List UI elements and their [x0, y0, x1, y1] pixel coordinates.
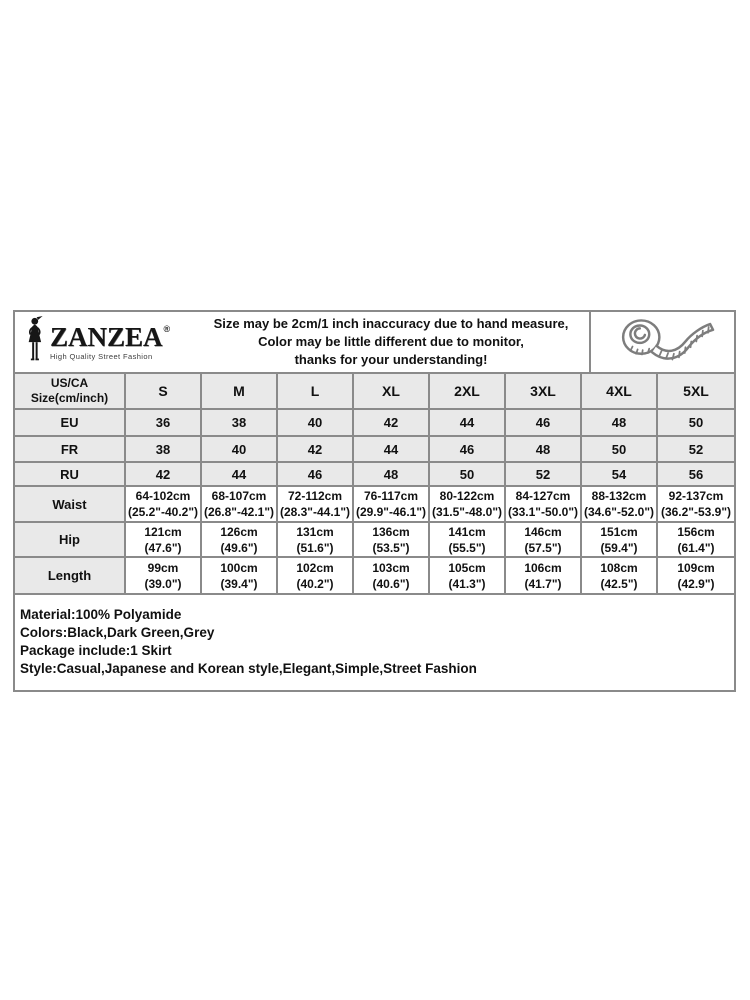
- fr-value: 40: [202, 437, 278, 463]
- ru-value: 42: [126, 463, 202, 487]
- waist-value: [202, 487, 278, 523]
- value-cm: 92-137cm: [668, 489, 724, 503]
- eu-value: 42: [354, 410, 430, 437]
- note-material: Material:100% Polyamide: [20, 607, 182, 622]
- chart-header: [15, 312, 734, 374]
- value-inch: (40.2"): [296, 576, 334, 591]
- value-inch: (41.7"): [524, 576, 562, 591]
- value-cm: 151cm: [600, 524, 638, 539]
- value-inch: (33.1"-50.0"): [507, 505, 579, 519]
- row-label-ru: RU: [15, 463, 126, 487]
- fr-value: 38: [126, 437, 202, 463]
- hip-value: [506, 523, 582, 558]
- waist-value: [354, 487, 430, 523]
- size-col-header-2xl: 2XL: [430, 374, 506, 410]
- value-cm: 108cm: [600, 560, 638, 575]
- note-package: Package include:1 Skirt: [20, 643, 172, 658]
- value-cm: 106cm: [524, 560, 562, 575]
- eu-value: 50: [658, 410, 734, 437]
- value-inch: (29.9"-46.1"): [355, 505, 427, 519]
- value-inch: (49.6"): [220, 540, 258, 555]
- corner-line-2: Size(cm/inch): [30, 391, 109, 405]
- value-cm: 103cm: [372, 560, 410, 575]
- ru-value: 44: [202, 463, 278, 487]
- value-cm: 141cm: [448, 524, 486, 539]
- disclaimer-line-2: Color may be little different due to monitor,: [258, 334, 524, 349]
- value-cm: 68-107cm: [211, 489, 267, 503]
- length-value: [202, 558, 278, 595]
- length-value: [430, 558, 506, 595]
- value-inch: (34.6"-52.0"): [583, 505, 655, 519]
- length-value: [354, 558, 430, 595]
- length-value: [658, 558, 734, 595]
- value-cm: 109cm: [677, 560, 715, 575]
- fr-value: 50: [582, 437, 658, 463]
- value-cm: 99cm: [147, 560, 179, 575]
- length-value: [506, 558, 582, 595]
- value-inch: (59.4"): [600, 540, 638, 555]
- hip-value: [658, 523, 734, 558]
- eu-value: 36: [126, 410, 202, 437]
- fr-value: 48: [506, 437, 582, 463]
- eu-value: 46: [506, 410, 582, 437]
- value-cm: 88-132cm: [591, 489, 647, 503]
- waist-value: [430, 487, 506, 523]
- value-inch: (53.5"): [372, 540, 410, 555]
- value-cm: 105cm: [448, 560, 486, 575]
- waist-value: [658, 487, 734, 523]
- value-inch: (39.4"): [220, 576, 258, 591]
- value-cm: 131cm: [296, 524, 334, 539]
- value-cm: 156cm: [677, 524, 715, 539]
- value-cm: 121cm: [144, 524, 182, 539]
- value-cm: 76-117cm: [363, 489, 419, 503]
- size-col-header-xl: XL: [354, 374, 430, 410]
- length-value: [278, 558, 354, 595]
- eu-value: 44: [430, 410, 506, 437]
- size-col-header-3xl: 3XL: [506, 374, 582, 410]
- row-label-eu: EU: [15, 410, 126, 437]
- length-value: [126, 558, 202, 595]
- ru-value: 46: [278, 463, 354, 487]
- registered-trademark: ®: [163, 323, 171, 334]
- brand-name: ZANZEA: [50, 321, 163, 352]
- waist-value: [126, 487, 202, 523]
- value-cm: 126cm: [220, 524, 258, 539]
- fr-value: 42: [278, 437, 354, 463]
- row-label-length: Length: [15, 558, 126, 595]
- value-inch: (47.6"): [144, 540, 182, 555]
- value-inch: (26.8"-42.1"): [203, 505, 275, 519]
- value-inch: (42.9"): [677, 576, 715, 591]
- row-label-hip: Hip: [15, 523, 126, 558]
- value-cm: 146cm: [524, 524, 562, 539]
- tape-icon-cell: [589, 312, 734, 372]
- size-chart-panel: [13, 310, 736, 692]
- fr-value: 52: [658, 437, 734, 463]
- ru-value: 56: [658, 463, 734, 487]
- value-inch: (39.0"): [144, 576, 182, 591]
- value-inch: (55.5"): [448, 540, 486, 555]
- hip-value: [354, 523, 430, 558]
- value-inch: (41.3"): [448, 576, 486, 591]
- value-cm: 64-102cm: [135, 489, 191, 503]
- value-cm: 72-112cm: [287, 489, 343, 503]
- ru-value: 50: [430, 463, 506, 487]
- value-inch: (31.5"-48.0"): [431, 505, 503, 519]
- hip-value: [278, 523, 354, 558]
- value-cm: 102cm: [296, 560, 334, 575]
- size-disclaimer-text: [193, 312, 589, 372]
- ru-value: 52: [506, 463, 582, 487]
- fr-value: 46: [430, 437, 506, 463]
- value-cm: 80-122cm: [439, 489, 495, 503]
- fr-value: 44: [354, 437, 430, 463]
- note-colors: Colors:Black,Dark Green,Grey: [20, 625, 215, 640]
- value-inch: (57.5"): [524, 540, 562, 555]
- waist-value: [582, 487, 658, 523]
- eu-value: 38: [202, 410, 278, 437]
- measuring-tape-icon: [604, 311, 722, 374]
- value-cm: 84-127cm: [515, 489, 571, 503]
- eu-value: 40: [278, 410, 354, 437]
- row-label-waist: Waist: [15, 487, 126, 523]
- hip-value: [430, 523, 506, 558]
- brand-logo: [15, 312, 193, 372]
- ru-value: 48: [354, 463, 430, 487]
- value-inch: (51.6"): [296, 540, 334, 555]
- product-notes: [15, 595, 734, 690]
- corner-cell: [15, 374, 126, 410]
- size-col-header-l: L: [278, 374, 354, 410]
- hip-value: [202, 523, 278, 558]
- value-inch: (42.5"): [600, 576, 638, 591]
- waist-value: [506, 487, 582, 523]
- disclaimer-line-3: thanks for your understanding!: [294, 352, 488, 367]
- value-inch: (36.2"-53.9"): [660, 505, 732, 519]
- note-style: Style:Casual,Japanese and Korean style,Elegant,Simple,Street Fashion: [20, 661, 477, 676]
- fashion-figure-icon: [22, 316, 48, 369]
- ru-value: 54: [582, 463, 658, 487]
- brand-tagline: High Quality Street Fashion: [50, 351, 153, 361]
- row-label-fr: FR: [15, 437, 126, 463]
- value-inch: (25.2"-40.2"): [127, 505, 199, 519]
- value-inch: (40.6"): [372, 576, 410, 591]
- brand-wordmark: [50, 321, 171, 361]
- size-col-header-s: S: [126, 374, 202, 410]
- corner-line-1: US/CA: [50, 376, 89, 390]
- value-inch: (61.4"): [677, 540, 715, 555]
- waist-value: [278, 487, 354, 523]
- size-col-header-4xl: 4XL: [582, 374, 658, 410]
- value-inch: (28.3"-44.1"): [279, 505, 351, 519]
- size-table: [15, 374, 734, 595]
- value-cm: 136cm: [372, 524, 410, 539]
- size-col-header-m: M: [202, 374, 278, 410]
- length-value: [582, 558, 658, 595]
- eu-value: 48: [582, 410, 658, 437]
- hip-value: [582, 523, 658, 558]
- hip-value: [126, 523, 202, 558]
- size-col-header-5xl: 5XL: [658, 374, 734, 410]
- disclaimer-line-1: Size may be 2cm/1 inch inaccuracy due to hand measure,: [213, 316, 569, 331]
- value-cm: 100cm: [220, 560, 258, 575]
